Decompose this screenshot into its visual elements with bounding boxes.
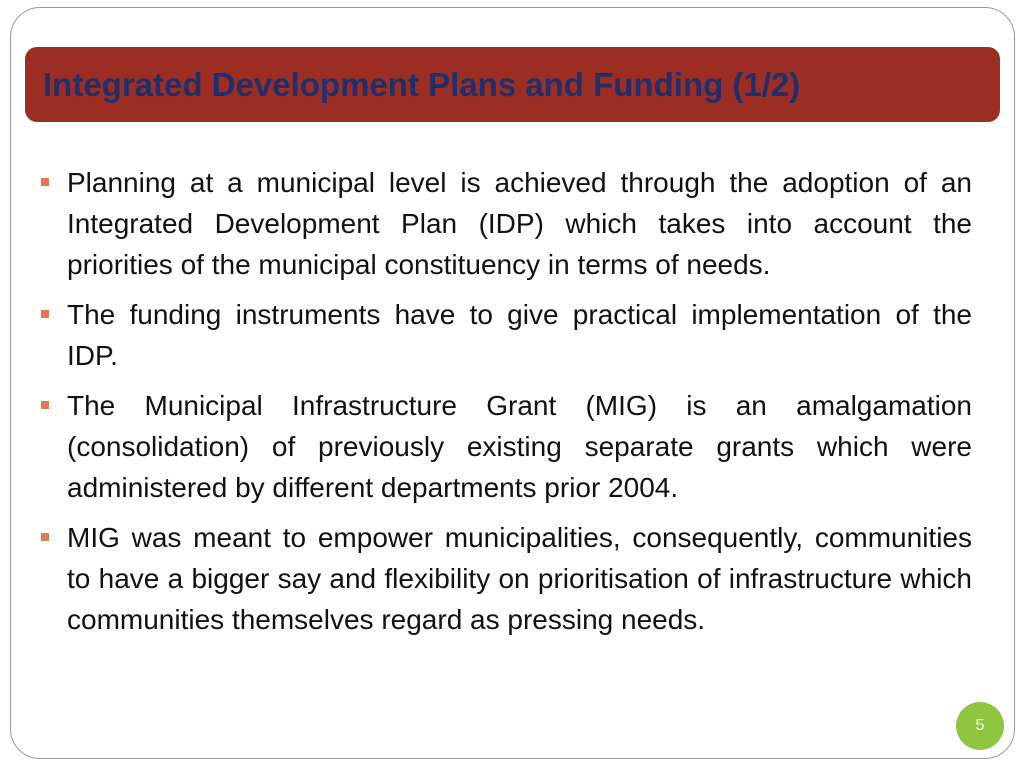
square-bullet-icon xyxy=(41,310,49,318)
bullet-item xyxy=(38,162,972,285)
square-bullet-icon xyxy=(41,178,49,186)
bullet-text: MIG was meant to empower municipalities, consequently, communities to have a bigger say and flexibility on prioritisation of infrastructure which communities themselves regard as pressing needs. xyxy=(67,522,972,635)
square-bullet-icon xyxy=(41,401,49,409)
slide-title: Integrated Development Plans and Funding (1/2) xyxy=(43,65,801,103)
bullet-item xyxy=(38,294,972,376)
bullet-text: The Municipal Infrastructure Grant (MIG) is an amalgamation (consolidation) of previously existing separate grants which were administered by different departments prior 2004. xyxy=(67,390,972,503)
bullet-text: The funding instruments have to give practical implementation of the IDP. xyxy=(67,299,972,371)
bullet-text: Planning at a municipal level is achieved through the adoption of an Integrated Development Plan (IDP) which takes into account the priorities of the municipal constituency in terms of needs. xyxy=(67,167,972,280)
bullet-item xyxy=(38,517,972,640)
bullet-list xyxy=(38,162,972,649)
title-bar xyxy=(25,47,1000,122)
square-bullet-icon xyxy=(41,533,49,541)
page-number-badge: 5 xyxy=(956,702,1004,750)
bullet-item xyxy=(38,385,972,508)
